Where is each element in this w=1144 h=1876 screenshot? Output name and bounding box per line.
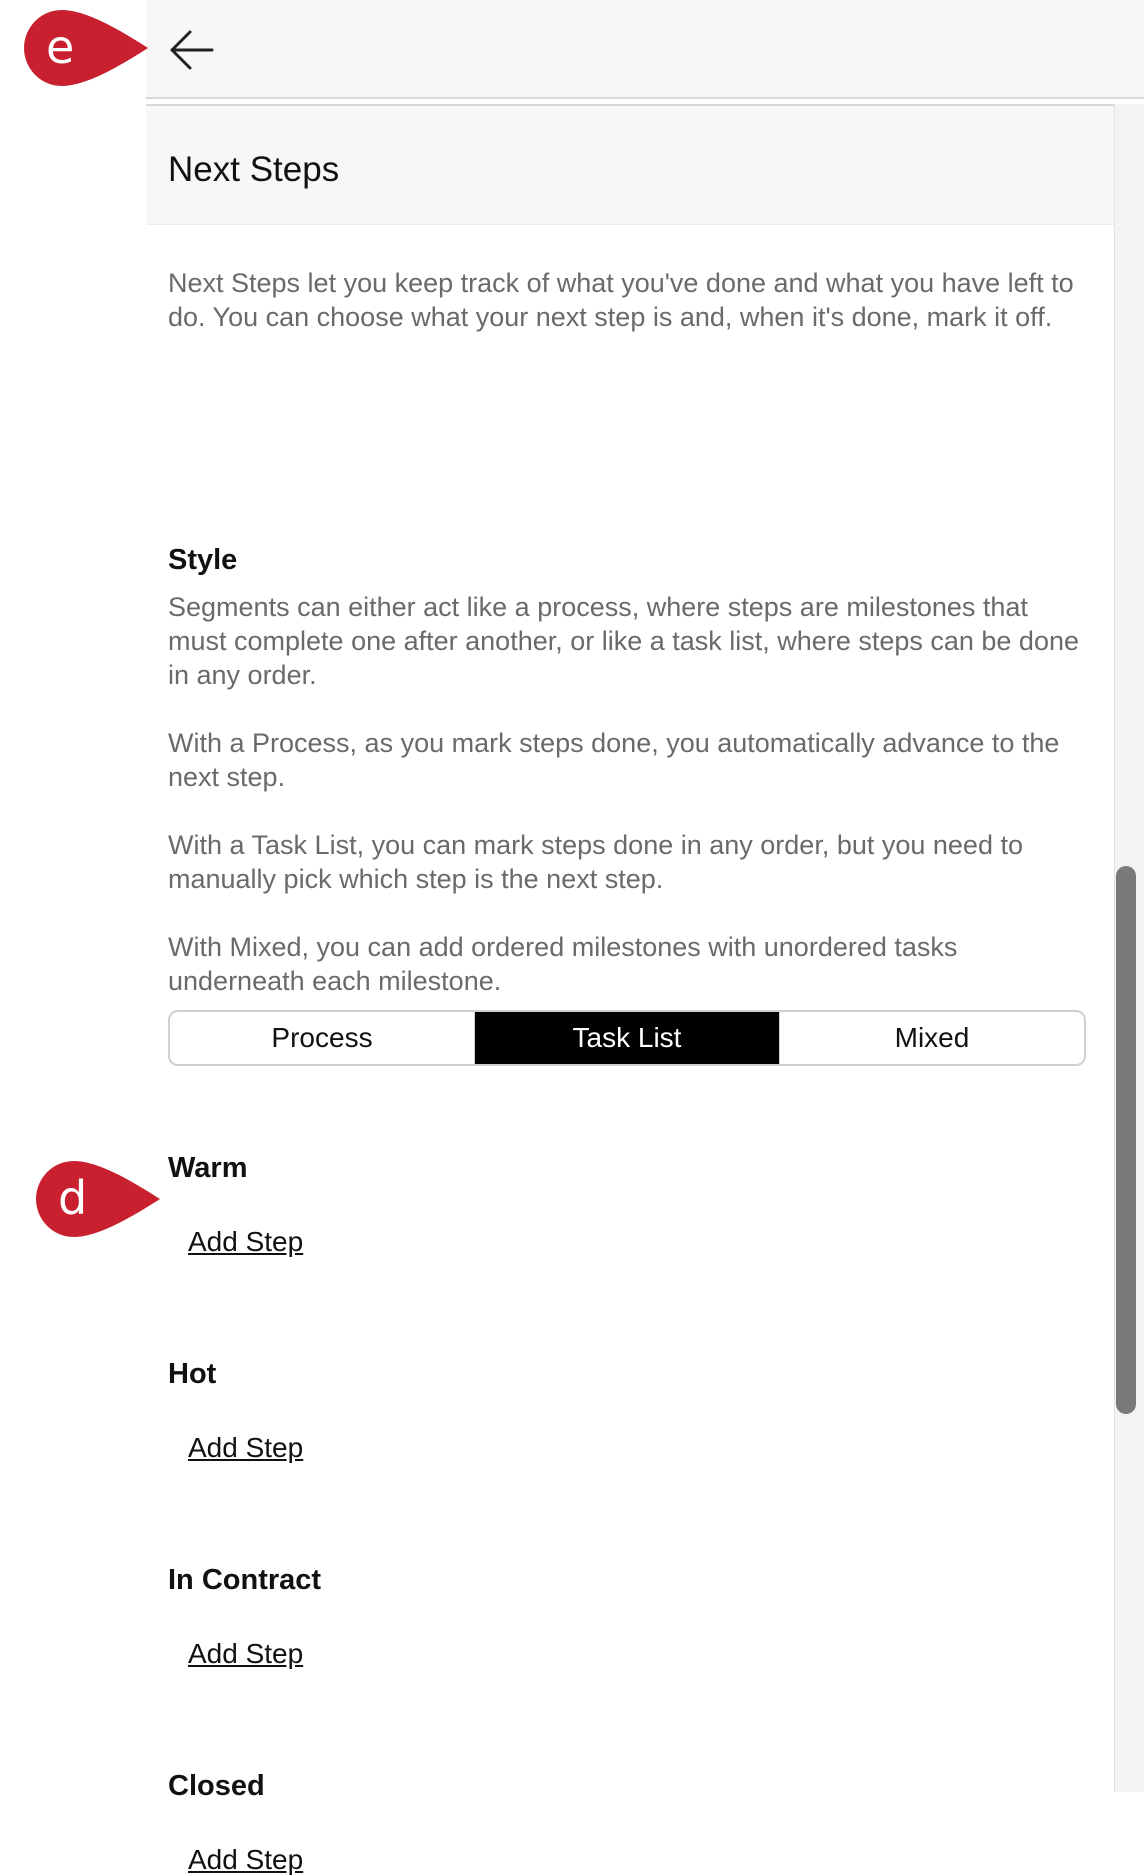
style-description: Segments can either act like a process, where steps are milestones that must complete one after another, or like a task list, where steps can be done in any order. — [168, 592, 1079, 690]
back-button[interactable] — [168, 28, 216, 72]
panel-title: Next Steps — [168, 150, 340, 189]
marker-letter: d — [58, 1171, 88, 1225]
mixed-description: With Mixed, you can add ordered milestones with unordered tasks underneath each milestone. — [168, 932, 958, 996]
segment-mixed[interactable]: Mixed — [780, 1012, 1084, 1064]
add-step-link-warm[interactable]: Add Step — [188, 1226, 304, 1257]
segment-process[interactable]: Process — [170, 1012, 475, 1064]
scrollbar-thumb[interactable] — [1116, 866, 1136, 1414]
panel-header — [146, 106, 1114, 225]
style-segmented-control — [168, 1010, 1086, 1066]
marker-pin-icon — [34, 1159, 174, 1239]
annotation-marker-d — [34, 1159, 174, 1239]
style-heading: Style — [168, 544, 238, 576]
stage-title-closed: Closed — [168, 1770, 265, 1802]
marker-letter: e — [46, 20, 75, 74]
add-step-link-hot[interactable]: Add Step — [188, 1432, 304, 1463]
task-list-description: With a Task List, you can mark steps done in any order, but you need to manually pick which step is the next step. — [168, 830, 1023, 894]
stage-title-in-contract: In Contract — [168, 1564, 322, 1596]
annotation-marker-e — [22, 8, 162, 88]
add-step-link-closed[interactable]: Add Step — [188, 1844, 304, 1875]
stage-title-warm: Warm — [168, 1152, 248, 1184]
process-description: With a Process, as you mark steps done, you automatically advance to the next step. — [168, 728, 1060, 792]
segment-task-list[interactable]: Task List — [475, 1012, 780, 1064]
intro-text: Next Steps let you keep track of what you've done and what you have left to do. You can choose what your next step is and, when it's done, mark it off. — [168, 268, 1074, 332]
stage-title-hot: Hot — [168, 1358, 217, 1390]
arrow-left-icon — [168, 28, 216, 72]
top-bar — [146, 0, 1144, 99]
next-steps-panel — [146, 104, 1114, 1875]
add-step-link-in-contract[interactable]: Add Step — [188, 1638, 304, 1669]
marker-pin-icon — [22, 8, 162, 88]
